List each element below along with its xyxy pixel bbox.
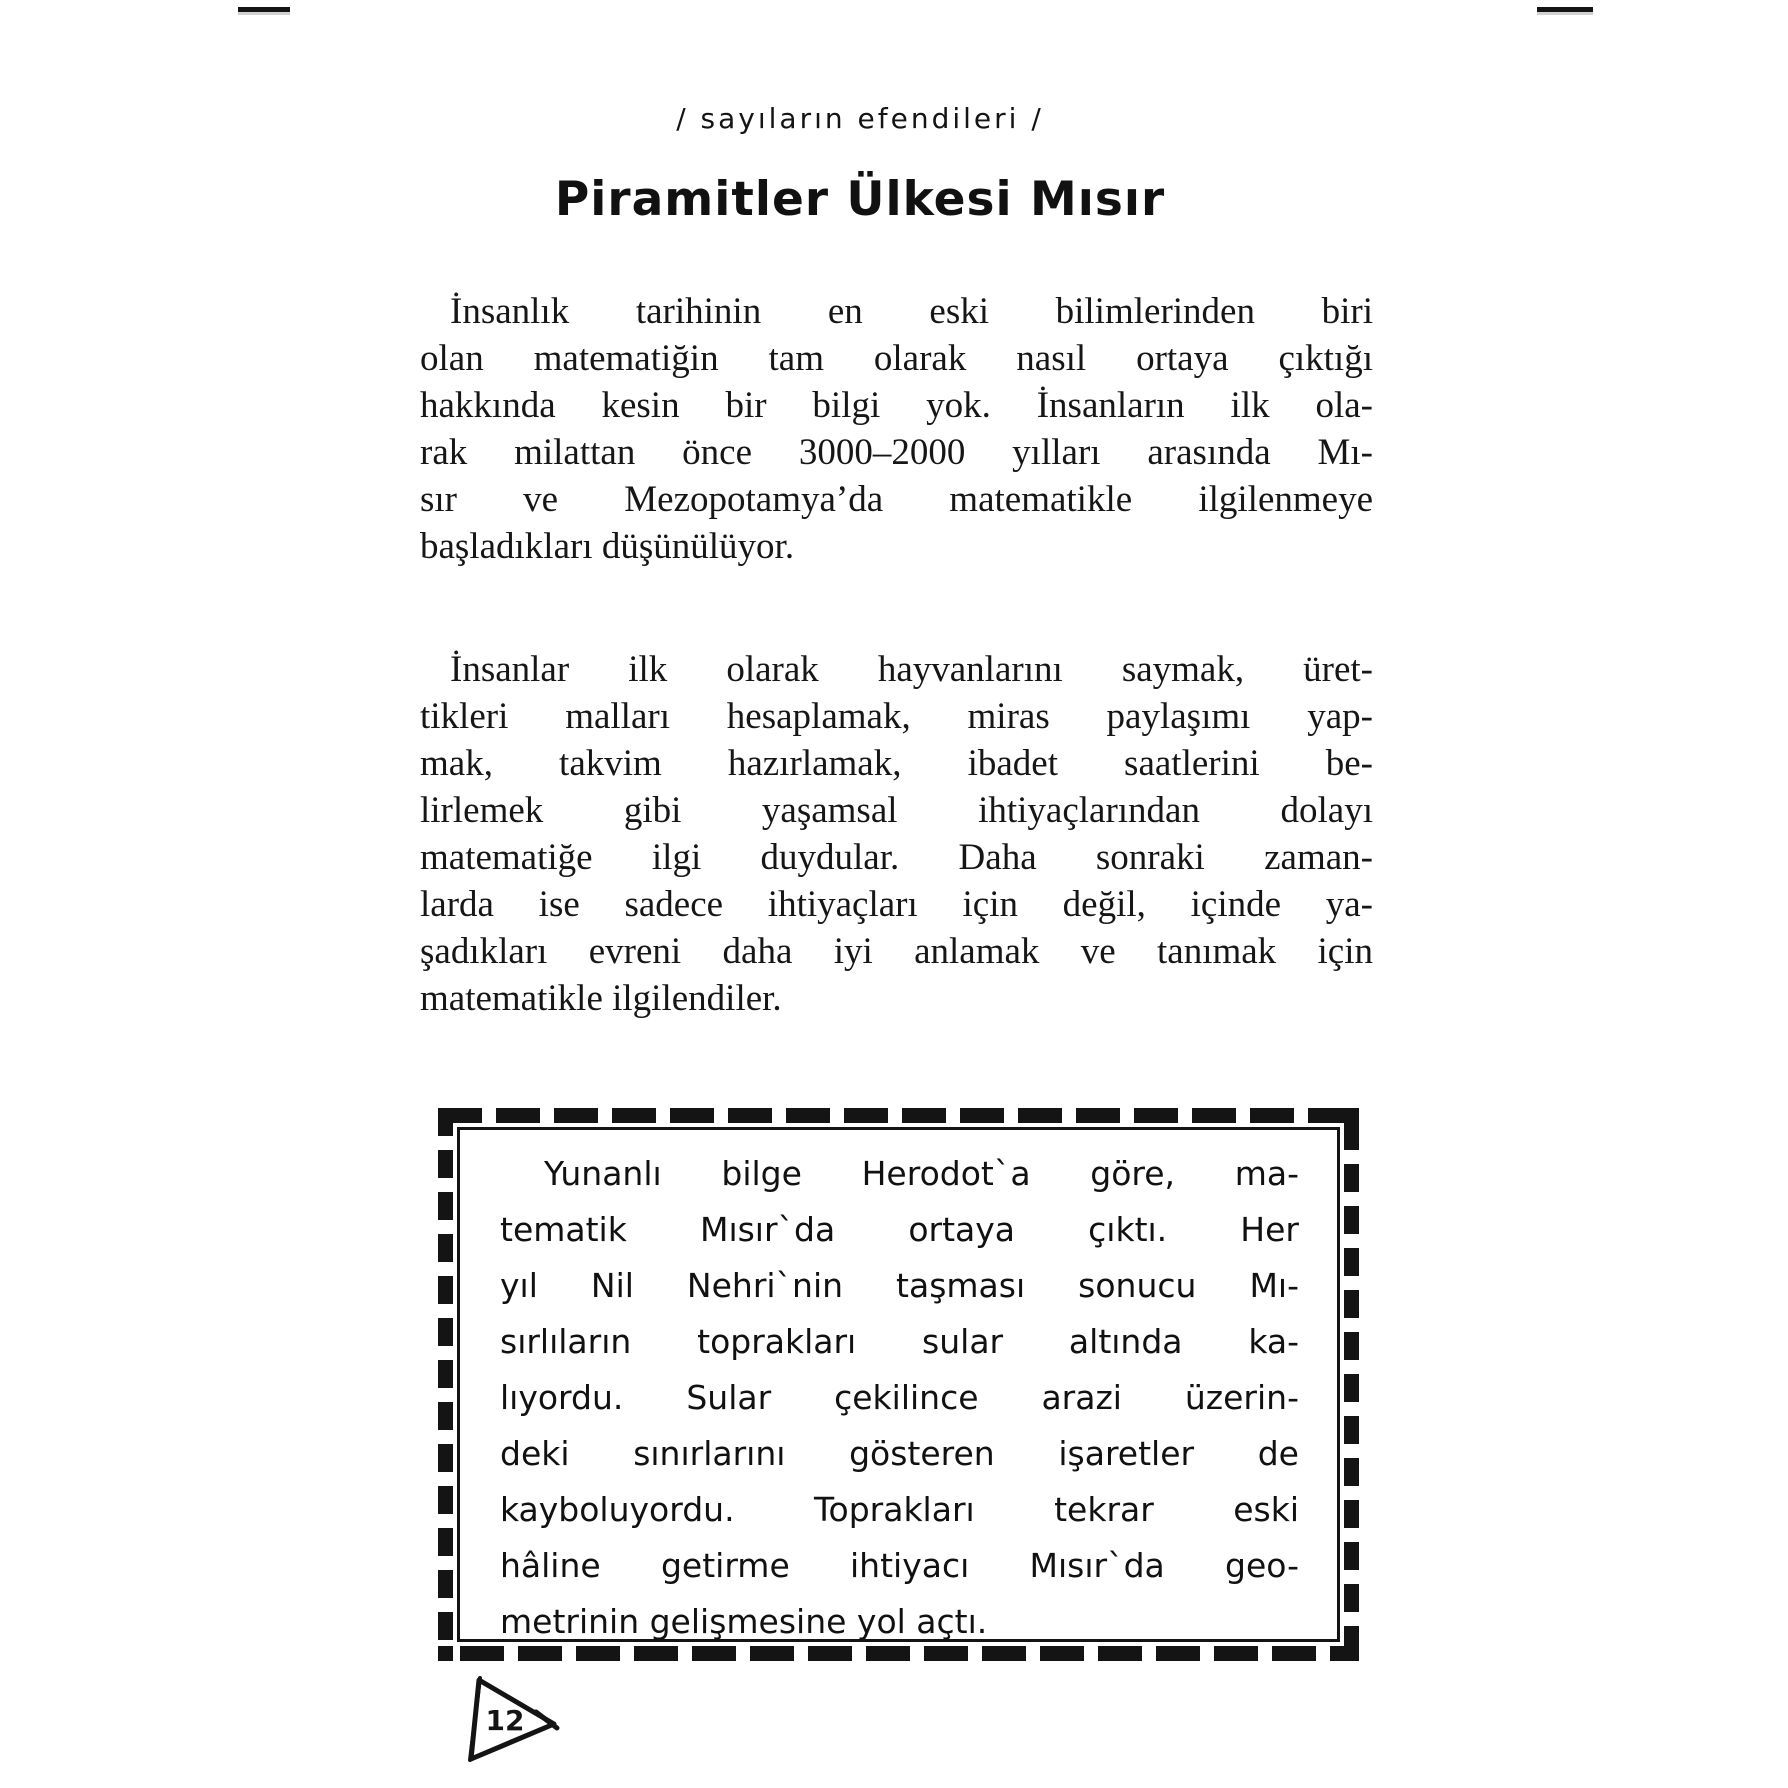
text-line: larda ise sadece ihtiyaçları için değil, içinde ya- xyxy=(420,884,1373,925)
text-line: matematiğe ilgi duydular. Daha sonraki zaman- xyxy=(420,837,1373,878)
info-box xyxy=(438,1108,1359,1661)
text-line: İnsanlık tarihinin en eski bilimlerinden biri xyxy=(450,291,1373,332)
box-line: hâline getirme ihtiyacı Mısır`da geo- xyxy=(500,1546,1299,1585)
box-border-left xyxy=(438,1108,453,1661)
box-border-top xyxy=(438,1108,1359,1123)
text-line: şadıkları evreni daha iyi anlamak ve tanımak için xyxy=(420,931,1373,972)
page-number-triangle xyxy=(458,1668,568,1768)
box-border-right xyxy=(1344,1108,1359,1661)
box-corner xyxy=(1344,1646,1359,1661)
text-line: matematikle ilgilendiler. xyxy=(420,978,782,1019)
text-line: sır ve Mezopotamya’da matematikle ilgilenmeye xyxy=(420,479,1373,520)
box-line: lıyordu. Sular çekilince arazi üzerin- xyxy=(500,1378,1299,1417)
box-corner xyxy=(1344,1108,1359,1123)
page-number: 12 xyxy=(485,1704,525,1737)
box-line: tematik Mısır`da ortaya çıktı. Her xyxy=(500,1210,1299,1249)
box-corner xyxy=(438,1646,453,1661)
box-line: Yunanlı bilge Herodot`a göre, ma- xyxy=(544,1154,1299,1193)
paragraph-1 xyxy=(420,288,1373,570)
box-corner xyxy=(438,1108,453,1123)
text-line: mak, takvim hazırlamak, ibadet saatlerini be- xyxy=(420,743,1373,784)
chapter-title: Piramitler Ülkesi Mısır xyxy=(554,172,1166,227)
box-line: sırlıların toprakları sular altında ka- xyxy=(500,1322,1299,1361)
text-line: rak milattan önce 3000–2000 yılları arasında Mı- xyxy=(420,432,1373,473)
box-line: deki sınırlarını gösteren işaretler de xyxy=(500,1434,1299,1473)
top-right-trim-mark xyxy=(1537,7,1593,12)
text-line: İnsanlar ilk olarak hayvanlarını saymak, üret- xyxy=(450,649,1373,690)
top-left-trim-mark xyxy=(238,7,290,12)
text-line: tikleri malları hesaplamak, miras paylaşımı yap- xyxy=(420,696,1373,737)
paragraph-2 xyxy=(420,646,1373,1022)
info-box-text xyxy=(500,1146,1299,1650)
running-header: / sayıların efendileri / xyxy=(676,102,1044,135)
box-line: kayboluyordu. Toprakları tekrar eski xyxy=(500,1490,1299,1529)
box-line: metrinin gelişmesine yol açtı. xyxy=(500,1602,988,1641)
box-line: yıl Nil Nehri`nin taşması sonucu Mı- xyxy=(500,1266,1299,1305)
text-line: başladıkları düşünülüyor. xyxy=(420,526,795,567)
text-line: lirlemek gibi yaşamsal ihtiyaçlarından dolayı xyxy=(420,790,1373,831)
text-line: hakkında kesin bir bilgi yok. İnsanların ilk ola- xyxy=(420,385,1373,426)
text-line: olan matematiğin tam olarak nasıl ortaya çıktığı xyxy=(420,338,1373,379)
